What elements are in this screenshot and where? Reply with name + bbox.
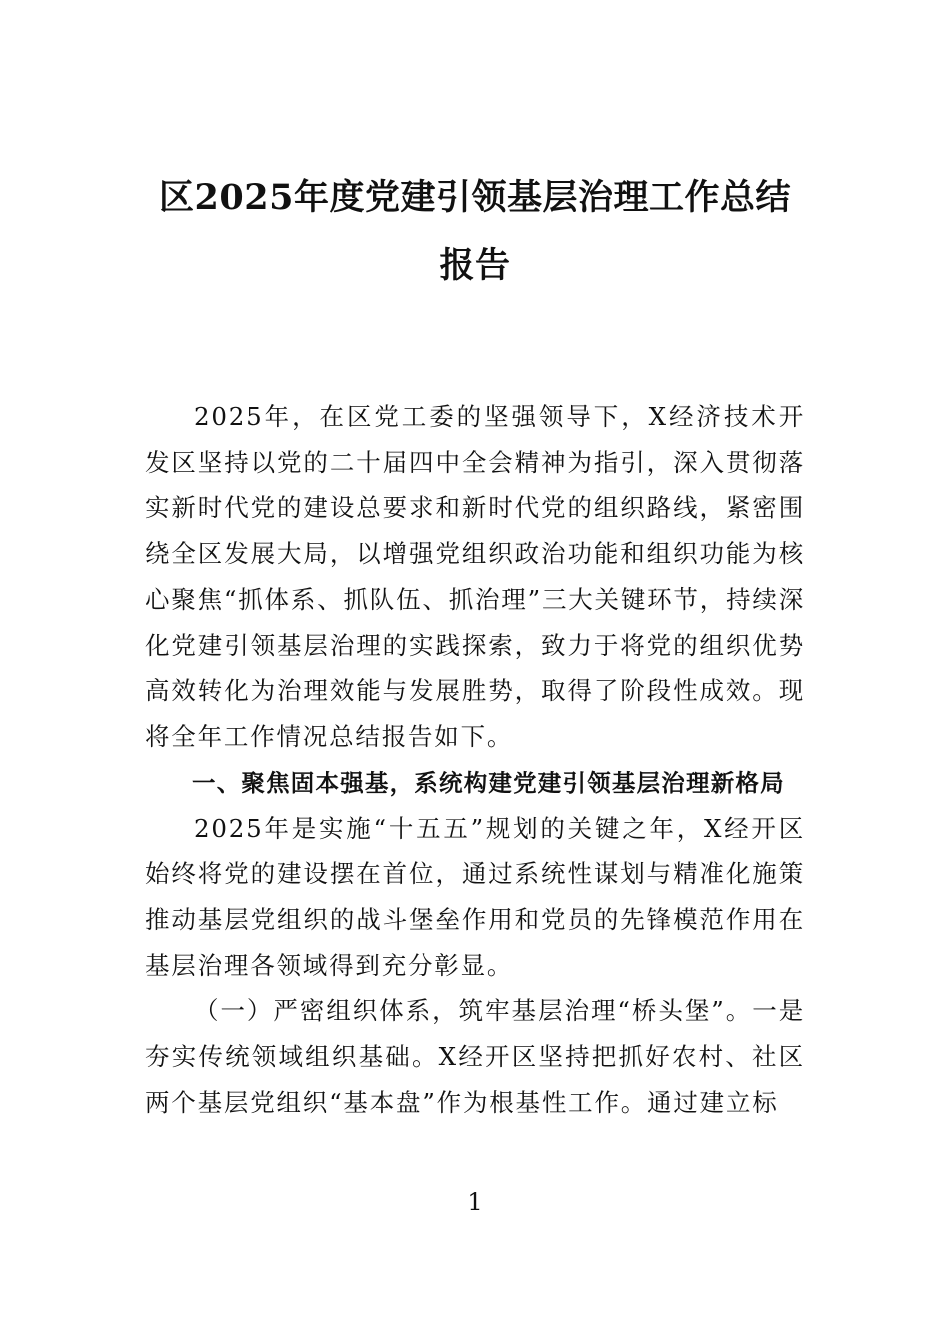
section-heading-1: 一、聚焦固本强基，系统构建党建引领基层治理新格局 [192,768,785,797]
section-1-paragraph: 2025年是实施“十五五”规划的关键之年，X经开区始终将党的建设摆在首位，通过系统性谋划与精准化施策推动基层党组织的战斗堡垒作用和党员的先锋模范作用在基层治理各领域得到充分彰显。 [145,813,805,980]
page-number: 1 [467,1188,483,1216]
document-title: 区2025年度党建引领基层治理工作总结报告 [159,177,791,286]
intro-paragraph: 2025年，在区党工委的坚强领导下，X经济技术开发区坚持以党的二十届四中全会精神为指引，深入贯彻落实新时代党的建设总要求和新时代党的组织路线，紧密围绕全区发展大局，以增强党组织政治功能和组织功能为核心聚焦“抓体系、抓队伍、抓治理”三大关键环节，持续深化党建引领基层治理的实践探索，致力于将党的组织优势高效转化为治理效能与发展胜势，取得了阶段性成效。现将全年工作情况总结报告如下。 [145,402,805,751]
subsection-1-paragraph: （一）严密组织体系，筑牢基层治理“桥头堡”。一是夯实传统领域组织基础。X经开区坚持把抓好农村、社区两个基层党组织“基本盘”作为根基性工作。通过建立标 [145,996,805,1117]
document-body [145,394,805,1126]
